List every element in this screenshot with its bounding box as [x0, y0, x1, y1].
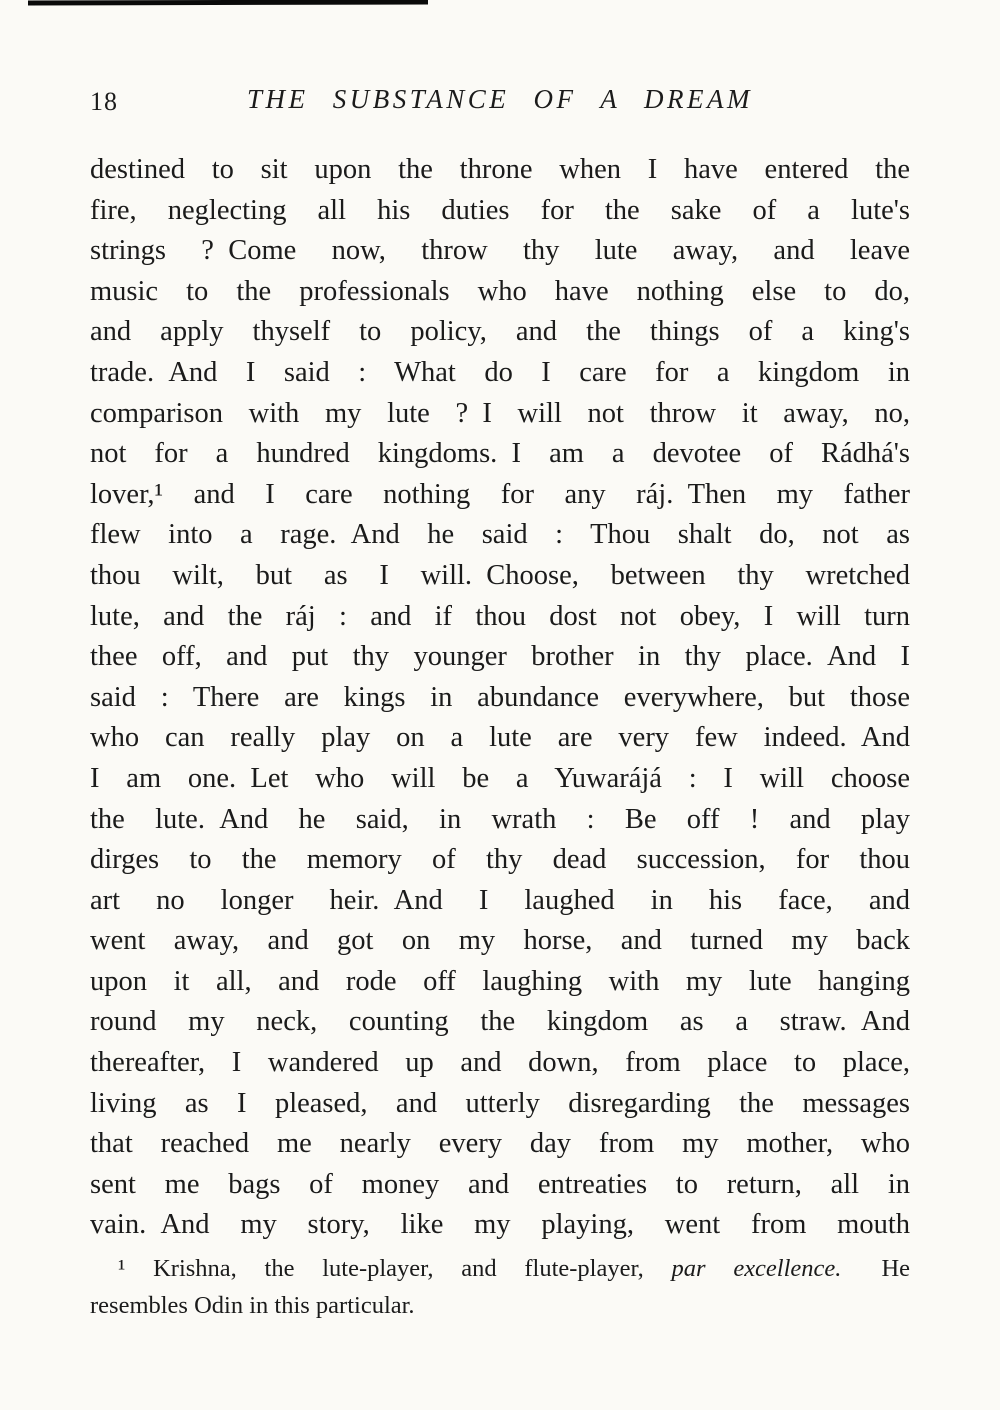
body-line: said : There are kings in abundance everywhere, but those	[90, 681, 910, 713]
body-text	[90, 150, 910, 1246]
body-line: round my neck, counting the kingdom as a straw. And	[90, 1006, 910, 1038]
body-line: not for a hundred kingdoms. I am a devotee of Rádhá's	[90, 438, 910, 470]
body-line: lover,¹ and I care nothing for any ráj. Then my father	[90, 478, 910, 510]
body-line: flew into a rage. And he said : Thou shalt do, not as	[90, 519, 910, 551]
footnote-line	[90, 1250, 910, 1287]
footnote-marker: ¹	[118, 1255, 126, 1282]
body-line: upon it all, and rode off laughing with my lute hanging	[90, 965, 910, 997]
body-line: and apply thyself to policy, and the things of a king's	[90, 316, 910, 348]
body-line: sent me bags of money and entreaties to return, all in	[90, 1168, 910, 1200]
footnote-text: Krishna, the lute-player, and flute-player,	[153, 1255, 644, 1282]
body-line: comparison with my lute ? I will not throw it away, no,	[90, 397, 910, 429]
footnote-italic-phrase: par excellence.	[671, 1255, 842, 1282]
body-line: art no longer heir. And I laughed in his face, and	[90, 884, 910, 916]
body-line: thee off, and put thy younger brother in thy place. And I	[90, 641, 910, 673]
scan-edge-artifact	[28, 0, 428, 6]
body-line: music to the professionals who have nothing else to do,	[90, 275, 910, 307]
body-line: strings ? Come now, throw thy lute away, and leave	[90, 235, 910, 267]
body-line: vain. And my story, like my playing, went from mouth	[90, 1209, 910, 1241]
page-number: 18	[90, 87, 118, 116]
body-line: who can really play on a lute are very few indeed. And	[90, 722, 910, 754]
body-line: lute, and the ráj : and if thou dost not obey, I will turn	[90, 600, 910, 632]
body-line: fire, neglecting all his duties for the sake of a lute's	[90, 194, 910, 226]
body-line: destined to sit upon the throne when I have entered the	[90, 154, 910, 185]
body-line: that reached me nearly every day from my mother, who	[90, 1128, 910, 1160]
body-line: went away, and got on my horse, and turned my back	[90, 925, 910, 957]
running-title: THE SUBSTANCE OF A DREAM	[247, 84, 753, 114]
body-line: the lute. And he said, in wrath : Be off ! and play	[90, 803, 910, 835]
footnote-text: He	[869, 1255, 911, 1282]
body-line: dirges to the memory of thy dead succession, for thou	[90, 844, 910, 876]
body-line: trade. And I said : What do I care for a kingdom in	[90, 356, 910, 388]
footnote	[90, 1250, 910, 1324]
body-line: thereafter, I wandered up and down, from place to place,	[90, 1047, 910, 1079]
footnote-line: resembles Odin in this particular.	[90, 1292, 415, 1319]
body-line: I am one. Let who will be a Yuwarájá : I will choose	[90, 762, 910, 794]
body-line: thou wilt, but as I will. Choose, between thy wretched	[90, 559, 910, 591]
page-header	[90, 84, 910, 124]
body-line: living as I pleased, and utterly disregarding the messages	[90, 1087, 910, 1119]
